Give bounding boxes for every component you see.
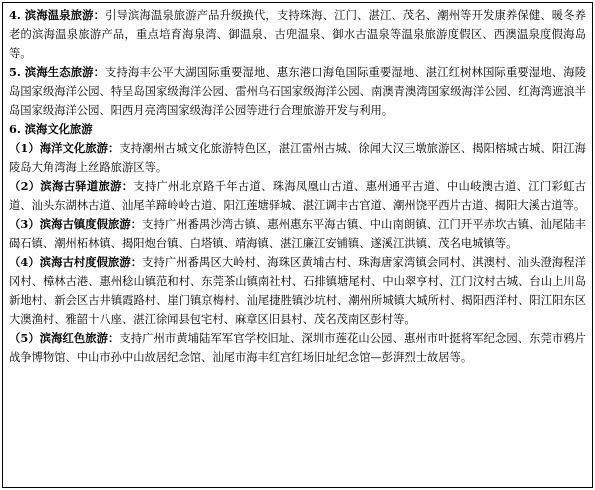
subitem-heading: （5）滨海红色旅游： xyxy=(9,331,120,345)
subitem-body: 支持广州市黄埔陆军军官学校旧址、深圳市莲花山公园、惠州市叶挺将军纪念园、东莞市鸦片战争博物馆、中山市孙中山故居纪念馆、汕尾市海丰红宫红场旧址纪念馆—彭湃烈士故居等。 xyxy=(9,332,586,364)
subitem-body: 支持潮州古城文化旅游特色区，湛江雷州古城、徐闻大汉三墩旅游区、揭阳榕城古城、阳江海陵岛大角湾海上丝路旅游区等。 xyxy=(9,142,586,174)
content-box xyxy=(2,2,593,488)
subitem-ancient-villages xyxy=(9,253,586,329)
subitem-marine-culture xyxy=(9,139,586,177)
item-heading: 5. 滨海生态旅游： xyxy=(9,65,106,79)
subitem-heading: （1）海洋文化旅游： xyxy=(9,141,120,155)
item-heading: 4. 滨海温泉旅游： xyxy=(9,8,106,22)
item-hot-spring-tourism xyxy=(9,6,586,63)
subitem-heading: （4）滨海古村度假旅游： xyxy=(9,255,143,269)
subitem-ancient-post-roads xyxy=(9,177,586,215)
subitem-body: 支持广州番禺沙湾古镇、惠州惠东平海古镇、中山南朗镇、江门开平赤坎古镇、汕尾陆丰碣石镇、潮州柘林镇、揭阳炮台镇、白塔镇、靖海镇、湛江廉江安铺镇、遂溪江洪镇、茂名电城镇等。 xyxy=(9,218,586,250)
item-ecological-tourism xyxy=(9,63,586,120)
item-body: 支持海丰公平大湖国际重要湿地、惠东港口海龟国际重要湿地、湛江红树林国际重要湿地、海陵岛国家级海洋公园、特呈岛国家级海洋公园、雷州乌石国家级海洋公园、南澳青澳湾国家级海洋公园、红海湾遮浪半岛国家级海洋公园、阳西月亮湾国家级海洋公园等进行合理旅游开发与利用。 xyxy=(9,66,586,117)
subitem-ancient-towns xyxy=(9,215,586,253)
subitem-heading: （3）滨海古镇度假旅游： xyxy=(9,217,143,231)
section-title-cultural-tourism: 6. 滨海文化旅游 xyxy=(9,122,93,136)
subitem-body: 支持广州番禺区大岭村、海珠区黄埔古村、珠海唐家湾镇会同村、淇澳村、汕头澄海程洋冈村、樟林古港、惠州稔山镇范和村、东莞茶山镇南社村、石排镇塘尾村、中山翠亨村、江门汶村古城、台山上川岛新地村、新会区古井镇霞路村、崖门镇京梅村、汕尾捷胜镇沙坑村、潮州所城镇大城所村、揭阳西洋村、阳江阳东区大澳渔村、雅韶十八座、湛江徐闻县包宅村、麻章区旧县村、茂名茂南区彭村等。 xyxy=(9,256,586,326)
subitem-red-tourism xyxy=(9,329,586,367)
item-body: 引导滨海温泉旅游产品升级换代，支持珠海、江门、湛江、茂名、潮州等开发康养保健、暖冬养老的滨海温泉旅游产品，重点培育海泉湾、御温泉、古兜温泉、御水古温泉等温泉旅游度假区、西澳温泉度假海岛等。 xyxy=(9,9,586,60)
subitem-body: 支持广州北京路千年古道、珠海凤凰山古道、惠州通平古道、中山岐澳古道、江门彩虹古道、汕头东湖林古道、汕尾羊蹄岭岭古道、阳江莲塘驿城、湛江调丰古官道、潮州饶平西片古道、揭阳大溪古道等。 xyxy=(9,180,586,212)
subitem-heading: （2）滨海古驿道旅游： xyxy=(9,179,134,193)
